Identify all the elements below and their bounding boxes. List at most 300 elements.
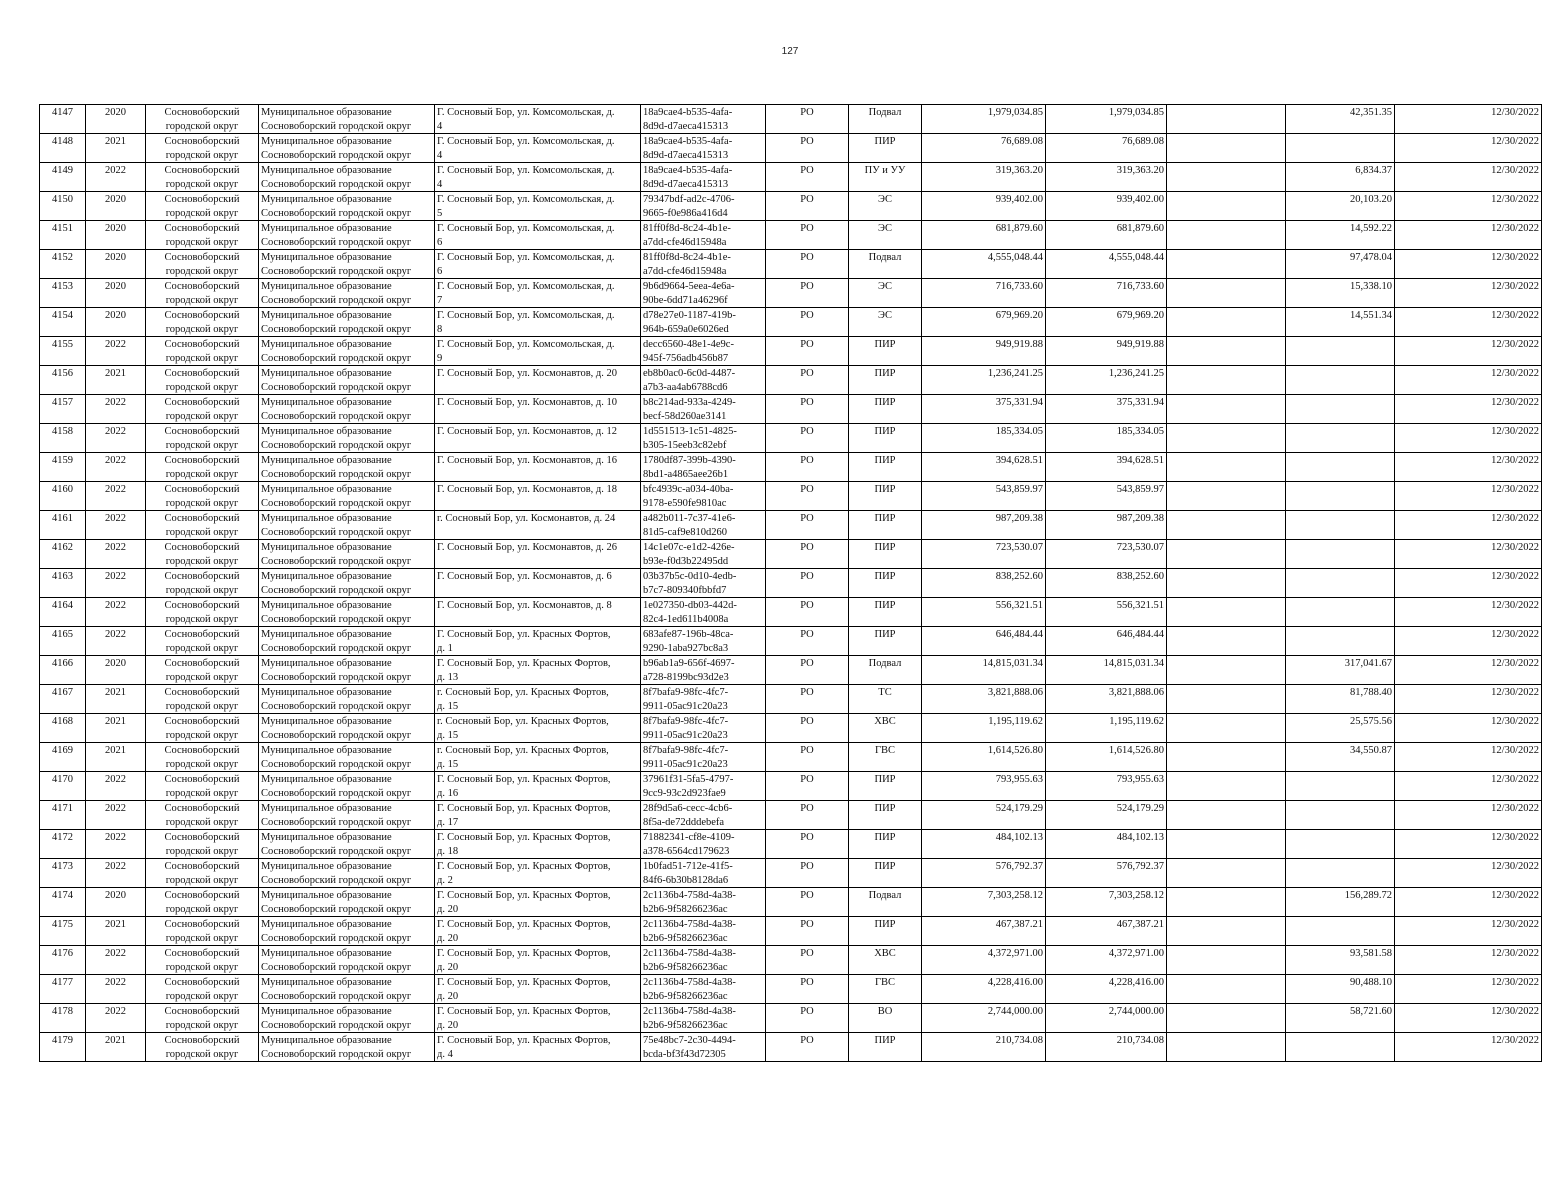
total-amount-cell: 556,321.51: [922, 598, 1046, 627]
sum-amount-cell: 793,955.63: [1046, 772, 1167, 801]
sum-amount-cell: 4,372,971.00: [1046, 946, 1167, 975]
fee-amount-cell: [1286, 1033, 1395, 1062]
address-cell-line: Г. Сосновый Бор, ул. Красных Фортов,: [437, 861, 611, 872]
work-type-cell: Подвал: [849, 888, 922, 917]
total-amount-cell: 76,689.08: [922, 134, 1046, 163]
address-cell-line: 4: [437, 178, 443, 190]
total-amount-cell: 646,484.44: [922, 627, 1046, 656]
extra-amount-cell: [1167, 250, 1286, 279]
total-amount-cell: 576,792.37: [922, 859, 1046, 888]
address-cell: [435, 888, 641, 917]
address-cell-line: Г. Сосновый Бор, ул. Красных Фортов,: [437, 803, 611, 814]
extra-amount-cell: [1167, 192, 1286, 221]
sum-amount-cell: 949,919.88: [1046, 337, 1167, 366]
address-cell-line: 6: [437, 236, 443, 248]
date-cell: 12/30/2022: [1395, 337, 1542, 366]
guid-cell-line: b2b6-9f58266236ac: [643, 903, 728, 915]
extra-amount-cell: [1167, 830, 1286, 859]
sum-amount-cell: 2,744,000.00: [1046, 1004, 1167, 1033]
address-cell: [435, 308, 641, 337]
work-type-cell: ПИР: [849, 395, 922, 424]
municipality-cell: [259, 250, 435, 279]
row-number-cell: 4167: [40, 685, 86, 714]
address-cell: [435, 569, 641, 598]
municipality-cell-line: Сосновоборский городской округ: [261, 352, 412, 364]
district-cell: [146, 1004, 259, 1033]
municipality-cell-line: Муниципальное образование: [261, 484, 392, 495]
district-cell: [146, 424, 259, 453]
guid-cell: [641, 395, 766, 424]
district-cell-line: городской округ: [165, 236, 239, 248]
district-cell-line: городской округ: [165, 671, 239, 683]
guid-cell: [641, 830, 766, 859]
work-type-cell: ПИР: [849, 511, 922, 540]
guid-cell-line: 9178-e590fe9810ac: [643, 497, 727, 509]
date-cell: 12/30/2022: [1395, 685, 1542, 714]
type-cell: РО: [766, 105, 849, 134]
table-row: [40, 511, 1542, 540]
address-cell: [435, 1033, 641, 1062]
address-cell-line: Г. Сосновый Бор, ул. Космонавтов, д. 12: [437, 426, 618, 437]
date-cell: 12/30/2022: [1395, 192, 1542, 221]
fee-amount-cell: 25,575.56: [1286, 714, 1395, 743]
address-cell-line: Г. Сосновый Бор, ул. Космонавтов, д. 26: [437, 542, 618, 553]
address-cell-line: д. 2: [437, 874, 453, 886]
row-number-cell: 4149: [40, 163, 86, 192]
district-cell-line: городской округ: [165, 1019, 239, 1031]
address-cell-line: Г. Сосновый Бор, ул. Красных Фортов,: [437, 890, 611, 901]
guid-cell: [641, 714, 766, 743]
address-cell-line: д. 20: [437, 903, 459, 915]
table-row: [40, 830, 1542, 859]
table-row: [40, 395, 1542, 424]
municipality-cell-line: Сосновоборский городской округ: [261, 468, 412, 480]
total-amount-cell: 467,387.21: [922, 917, 1046, 946]
table-row: [40, 801, 1542, 830]
district-cell: [146, 569, 259, 598]
type-cell: РО: [766, 163, 849, 192]
extra-amount-cell: [1167, 511, 1286, 540]
municipality-cell-line: Сосновоборский городской округ: [261, 120, 412, 132]
address-cell: [435, 511, 641, 540]
address-cell-line: 8: [437, 323, 443, 335]
guid-cell-line: 03b37b5c-0d10-4edb-: [643, 571, 737, 582]
extra-amount-cell: [1167, 685, 1286, 714]
sum-amount-cell: 838,252.60: [1046, 569, 1167, 598]
row-number-cell: 4152: [40, 250, 86, 279]
table-row: [40, 1004, 1542, 1033]
fee-amount-cell: 317,041.67: [1286, 656, 1395, 685]
total-amount-cell: 210,734.08: [922, 1033, 1046, 1062]
guid-cell-line: b8c214ad-933a-4249-: [643, 397, 736, 408]
type-cell: РО: [766, 627, 849, 656]
sum-amount-cell: 1,979,034.85: [1046, 105, 1167, 134]
address-cell: [435, 627, 641, 656]
district-cell-line: Сосновоборский: [164, 687, 240, 698]
year-cell: 2020: [86, 192, 146, 221]
guid-cell-line: 18a9cae4-b535-4afa-: [643, 136, 733, 147]
guid-cell-line: b2b6-9f58266236ac: [643, 990, 728, 1002]
guid-cell-line: 8f7bafa9-98fc-4fc7-: [643, 716, 729, 727]
address-cell-line: Г. Сосновый Бор, ул. Красных Фортов,: [437, 1035, 611, 1046]
guid-cell-line: b93e-f0d3b22495dd: [643, 555, 729, 567]
municipality-cell: [259, 888, 435, 917]
sum-amount-cell: 646,484.44: [1046, 627, 1167, 656]
fee-amount-cell: [1286, 540, 1395, 569]
sum-amount-cell: 76,689.08: [1046, 134, 1167, 163]
row-number-cell: 4153: [40, 279, 86, 308]
guid-cell-line: b2b6-9f58266236ac: [643, 1019, 728, 1031]
guid-cell: [641, 453, 766, 482]
sum-amount-cell: 1,236,241.25: [1046, 366, 1167, 395]
address-cell-line: Г. Сосновый Бор, ул. Комсомольская, д.: [437, 223, 615, 234]
fee-amount-cell: 81,788.40: [1286, 685, 1395, 714]
municipality-cell-line: Сосновоборский городской округ: [261, 700, 412, 712]
district-cell-line: Сосновоборский: [164, 803, 240, 814]
guid-cell-line: 1d551513-1c51-4825-: [643, 426, 737, 437]
address-cell-line: Г. Сосновый Бор, ул. Космонавтов, д. 20: [437, 368, 618, 379]
municipality-cell-line: Муниципальное образование: [261, 803, 392, 814]
municipality-cell: [259, 134, 435, 163]
type-cell: РО: [766, 395, 849, 424]
guid-cell-line: 81ff0f8d-8c24-4b1e-: [643, 252, 731, 263]
guid-cell-line: 2c1136b4-758d-4a38-: [643, 890, 736, 901]
address-cell-line: Г. Сосновый Бор, ул. Комсомольская, д.: [437, 310, 615, 321]
date-cell: 12/30/2022: [1395, 366, 1542, 395]
guid-cell-line: bcda-bf3f43d72305: [643, 1048, 726, 1060]
year-cell: 2022: [86, 627, 146, 656]
fee-amount-cell: 156,289.72: [1286, 888, 1395, 917]
address-cell: [435, 1004, 641, 1033]
municipality-cell-line: Сосновоборский городской округ: [261, 178, 412, 190]
guid-cell-line: 8f5a-de72dddebefa: [643, 816, 725, 828]
municipality-cell-line: Сосновоборский городской округ: [261, 729, 412, 741]
row-number-cell: 4164: [40, 598, 86, 627]
page-number: 127: [781, 46, 799, 57]
guid-cell-line: becf-58d260ae3141: [643, 410, 727, 422]
municipality-cell: [259, 772, 435, 801]
municipality-cell-line: Муниципальное образование: [261, 716, 392, 727]
address-cell: [435, 917, 641, 946]
sum-amount-cell: 185,334.05: [1046, 424, 1167, 453]
address-cell: [435, 656, 641, 685]
type-cell: РО: [766, 250, 849, 279]
date-cell: 12/30/2022: [1395, 714, 1542, 743]
date-cell: 12/30/2022: [1395, 308, 1542, 337]
sum-amount-cell: 723,530.07: [1046, 540, 1167, 569]
sum-amount-cell: 576,792.37: [1046, 859, 1167, 888]
municipality-cell-line: Муниципальное образование: [261, 513, 392, 524]
total-amount-cell: 524,179.29: [922, 801, 1046, 830]
district-cell: [146, 279, 259, 308]
municipality-cell: [259, 685, 435, 714]
year-cell: 2020: [86, 888, 146, 917]
total-amount-cell: 716,733.60: [922, 279, 1046, 308]
guid-cell-line: 1e027350-db03-442d-: [643, 600, 737, 611]
guid-cell: [641, 888, 766, 917]
total-amount-cell: 838,252.60: [922, 569, 1046, 598]
municipality-cell: [259, 482, 435, 511]
sum-amount-cell: 716,733.60: [1046, 279, 1167, 308]
municipality-cell-line: Сосновоборский городской округ: [261, 787, 412, 799]
extra-amount-cell: [1167, 859, 1286, 888]
type-cell: РО: [766, 1004, 849, 1033]
guid-cell-line: a7dd-cfe46d15948a: [643, 265, 727, 277]
total-amount-cell: 723,530.07: [922, 540, 1046, 569]
address-cell-line: Г. Сосновый Бор, ул. Комсомольская, д.: [437, 281, 615, 292]
municipality-cell: [259, 163, 435, 192]
work-type-cell: ПИР: [849, 917, 922, 946]
municipality-cell: [259, 192, 435, 221]
guid-cell-line: 964b-659a0e6026ed: [643, 323, 729, 335]
date-cell: 12/30/2022: [1395, 975, 1542, 1004]
district-cell: [146, 772, 259, 801]
registry-table: [39, 104, 1542, 1062]
work-type-cell: ПИР: [849, 424, 922, 453]
work-type-cell: ТС: [849, 685, 922, 714]
type-cell: РО: [766, 946, 849, 975]
extra-amount-cell: [1167, 598, 1286, 627]
district-cell-line: Сосновоборский: [164, 571, 240, 582]
district-cell-line: городской округ: [165, 758, 239, 770]
extra-amount-cell: [1167, 1004, 1286, 1033]
district-cell-line: Сосновоборский: [164, 252, 240, 263]
fee-amount-cell: 58,721.60: [1286, 1004, 1395, 1033]
total-amount-cell: 543,859.97: [922, 482, 1046, 511]
district-cell-line: городской округ: [165, 323, 239, 335]
year-cell: 2022: [86, 511, 146, 540]
work-type-cell: ПИР: [849, 540, 922, 569]
fee-amount-cell: 6,834.37: [1286, 163, 1395, 192]
table-row: [40, 105, 1542, 134]
municipality-cell-line: Муниципальное образование: [261, 571, 392, 582]
work-type-cell: ПИР: [849, 453, 922, 482]
municipality-cell-line: Сосновоборский городской округ: [261, 294, 412, 306]
guid-cell: [641, 946, 766, 975]
guid-cell: [641, 540, 766, 569]
address-cell: [435, 134, 641, 163]
extra-amount-cell: [1167, 946, 1286, 975]
guid-cell: [641, 366, 766, 395]
row-number-cell: 4151: [40, 221, 86, 250]
work-type-cell: ПИР: [849, 772, 922, 801]
address-cell-line: 5: [437, 207, 443, 219]
address-cell-line: д. 18: [437, 845, 459, 857]
sum-amount-cell: 7,303,258.12: [1046, 888, 1167, 917]
district-cell-line: Сосновоборский: [164, 368, 240, 379]
year-cell: 2022: [86, 337, 146, 366]
extra-amount-cell: [1167, 917, 1286, 946]
municipality-cell-line: Муниципальное образование: [261, 310, 392, 321]
municipality-cell-line: Сосновоборский городской округ: [261, 207, 412, 219]
guid-cell-line: 8d9d-d7aeca415313: [643, 120, 729, 132]
date-cell: 12/30/2022: [1395, 888, 1542, 917]
work-type-cell: ПИР: [849, 598, 922, 627]
guid-cell: [641, 482, 766, 511]
type-cell: РО: [766, 366, 849, 395]
row-number-cell: 4147: [40, 105, 86, 134]
district-cell: [146, 830, 259, 859]
municipality-cell-line: Сосновоборский городской округ: [261, 265, 412, 277]
guid-cell-line: 2c1136b4-758d-4a38-: [643, 948, 736, 959]
municipality-cell: [259, 569, 435, 598]
municipality-cell-line: Муниципальное образование: [261, 455, 392, 466]
guid-cell-line: 81d5-caf9e810d260: [643, 526, 727, 538]
date-cell: 12/30/2022: [1395, 163, 1542, 192]
district-cell-line: городской округ: [165, 178, 239, 190]
date-cell: 12/30/2022: [1395, 279, 1542, 308]
total-amount-cell: 681,879.60: [922, 221, 1046, 250]
year-cell: 2021: [86, 743, 146, 772]
district-cell-line: Сосновоборский: [164, 426, 240, 437]
guid-cell: [641, 279, 766, 308]
total-amount-cell: 987,209.38: [922, 511, 1046, 540]
address-cell-line: Г. Сосновый Бор, ул. Космонавтов, д. 8: [437, 600, 612, 611]
district-cell-line: городской округ: [165, 120, 239, 132]
row-number-cell: 4155: [40, 337, 86, 366]
address-cell-line: Г. Сосновый Бор, ул. Комсомольская, д.: [437, 165, 615, 176]
guid-cell: [641, 772, 766, 801]
table-row: [40, 656, 1542, 685]
district-cell: [146, 453, 259, 482]
municipality-cell-line: Муниципальное образование: [261, 1035, 392, 1046]
extra-amount-cell: [1167, 337, 1286, 366]
work-type-cell: ЭС: [849, 192, 922, 221]
address-cell-line: д. 20: [437, 1019, 459, 1031]
district-cell-line: Сосновоборский: [164, 1035, 240, 1046]
type-cell: РО: [766, 540, 849, 569]
type-cell: РО: [766, 221, 849, 250]
table-row: [40, 134, 1542, 163]
date-cell: 12/30/2022: [1395, 772, 1542, 801]
district-cell-line: городской округ: [165, 207, 239, 219]
guid-cell-line: 71882341-cf8e-4109-: [643, 832, 735, 843]
type-cell: РО: [766, 830, 849, 859]
district-cell-line: Сосновоборский: [164, 658, 240, 669]
fee-amount-cell: [1286, 337, 1395, 366]
work-type-cell: ПИР: [849, 627, 922, 656]
guid-cell: [641, 859, 766, 888]
municipality-cell-line: Муниципальное образование: [261, 252, 392, 263]
guid-cell-line: 81ff0f8d-8c24-4b1e-: [643, 223, 731, 234]
municipality-cell-line: Муниципальное образование: [261, 223, 392, 234]
district-cell-line: городской округ: [165, 874, 239, 886]
extra-amount-cell: [1167, 888, 1286, 917]
sum-amount-cell: 939,402.00: [1046, 192, 1167, 221]
district-cell: [146, 917, 259, 946]
table-row: [40, 772, 1542, 801]
table-row: [40, 888, 1542, 917]
fee-amount-cell: 42,351.35: [1286, 105, 1395, 134]
municipality-cell: [259, 598, 435, 627]
row-number-cell: 4175: [40, 917, 86, 946]
work-type-cell: ЭС: [849, 221, 922, 250]
year-cell: 2022: [86, 801, 146, 830]
row-number-cell: 4172: [40, 830, 86, 859]
extra-amount-cell: [1167, 453, 1286, 482]
municipality-cell-line: Муниципальное образование: [261, 745, 392, 756]
year-cell: 2020: [86, 105, 146, 134]
address-cell-line: Г. Сосновый Бор, ул. Красных Фортов,: [437, 1006, 611, 1017]
date-cell: 12/30/2022: [1395, 250, 1542, 279]
address-cell: [435, 946, 641, 975]
district-cell: [146, 540, 259, 569]
fee-amount-cell: 15,338.10: [1286, 279, 1395, 308]
table-row: [40, 917, 1542, 946]
sum-amount-cell: 14,815,031.34: [1046, 656, 1167, 685]
district-cell: [146, 105, 259, 134]
district-cell: [146, 482, 259, 511]
address-cell-line: г. Сосновый Бор, ул. Красных Фортов,: [437, 687, 609, 698]
type-cell: РО: [766, 859, 849, 888]
year-cell: 2022: [86, 540, 146, 569]
district-cell: [146, 656, 259, 685]
district-cell: [146, 134, 259, 163]
municipality-cell-line: Муниципальное образование: [261, 890, 392, 901]
year-cell: 2021: [86, 917, 146, 946]
row-number-cell: 4150: [40, 192, 86, 221]
year-cell: 2020: [86, 308, 146, 337]
year-cell: 2020: [86, 656, 146, 685]
district-cell-line: городской округ: [165, 932, 239, 944]
municipality-cell-line: Сосновоборский городской округ: [261, 323, 412, 335]
table-row: [40, 337, 1542, 366]
fee-amount-cell: [1286, 453, 1395, 482]
extra-amount-cell: [1167, 221, 1286, 250]
address-cell-line: Г. Сосновый Бор, ул. Красных Фортов,: [437, 977, 611, 988]
municipality-cell-line: Сосновоборский городской округ: [261, 816, 412, 828]
municipality-cell: [259, 801, 435, 830]
fee-amount-cell: 20,103.20: [1286, 192, 1395, 221]
district-cell-line: городской округ: [165, 787, 239, 799]
extra-amount-cell: [1167, 424, 1286, 453]
table-row: [40, 859, 1542, 888]
district-cell-line: городской округ: [165, 381, 239, 393]
guid-cell: [641, 134, 766, 163]
guid-cell-line: 9665-f0e986a416d4: [643, 207, 728, 219]
district-cell-line: городской округ: [165, 642, 239, 654]
district-cell-line: Сосновоборский: [164, 600, 240, 611]
row-number-cell: 4171: [40, 801, 86, 830]
address-cell: [435, 801, 641, 830]
district-cell-line: городской округ: [165, 352, 239, 364]
municipality-cell: [259, 830, 435, 859]
work-type-cell: Подвал: [849, 105, 922, 134]
address-cell: [435, 743, 641, 772]
district-cell-line: Сосновоборский: [164, 513, 240, 524]
municipality-cell: [259, 975, 435, 1004]
total-amount-cell: 7,303,258.12: [922, 888, 1046, 917]
total-amount-cell: 375,331.94: [922, 395, 1046, 424]
extra-amount-cell: [1167, 395, 1286, 424]
guid-cell: [641, 598, 766, 627]
address-cell-line: Г. Сосновый Бор, ул. Красных Фортов,: [437, 919, 611, 930]
type-cell: РО: [766, 1033, 849, 1062]
date-cell: 12/30/2022: [1395, 743, 1542, 772]
guid-cell: [641, 743, 766, 772]
sum-amount-cell: 679,969.20: [1046, 308, 1167, 337]
municipality-cell: [259, 917, 435, 946]
guid-cell-line: 9cc9-93c2d923fae9: [643, 787, 726, 799]
sum-amount-cell: 4,228,416.00: [1046, 975, 1167, 1004]
district-cell: [146, 337, 259, 366]
address-cell: [435, 105, 641, 134]
date-cell: 12/30/2022: [1395, 424, 1542, 453]
municipality-cell-line: Муниципальное образование: [261, 426, 392, 437]
type-cell: РО: [766, 134, 849, 163]
guid-cell-line: 9911-05ac91c20a23: [643, 758, 728, 770]
year-cell: 2022: [86, 424, 146, 453]
